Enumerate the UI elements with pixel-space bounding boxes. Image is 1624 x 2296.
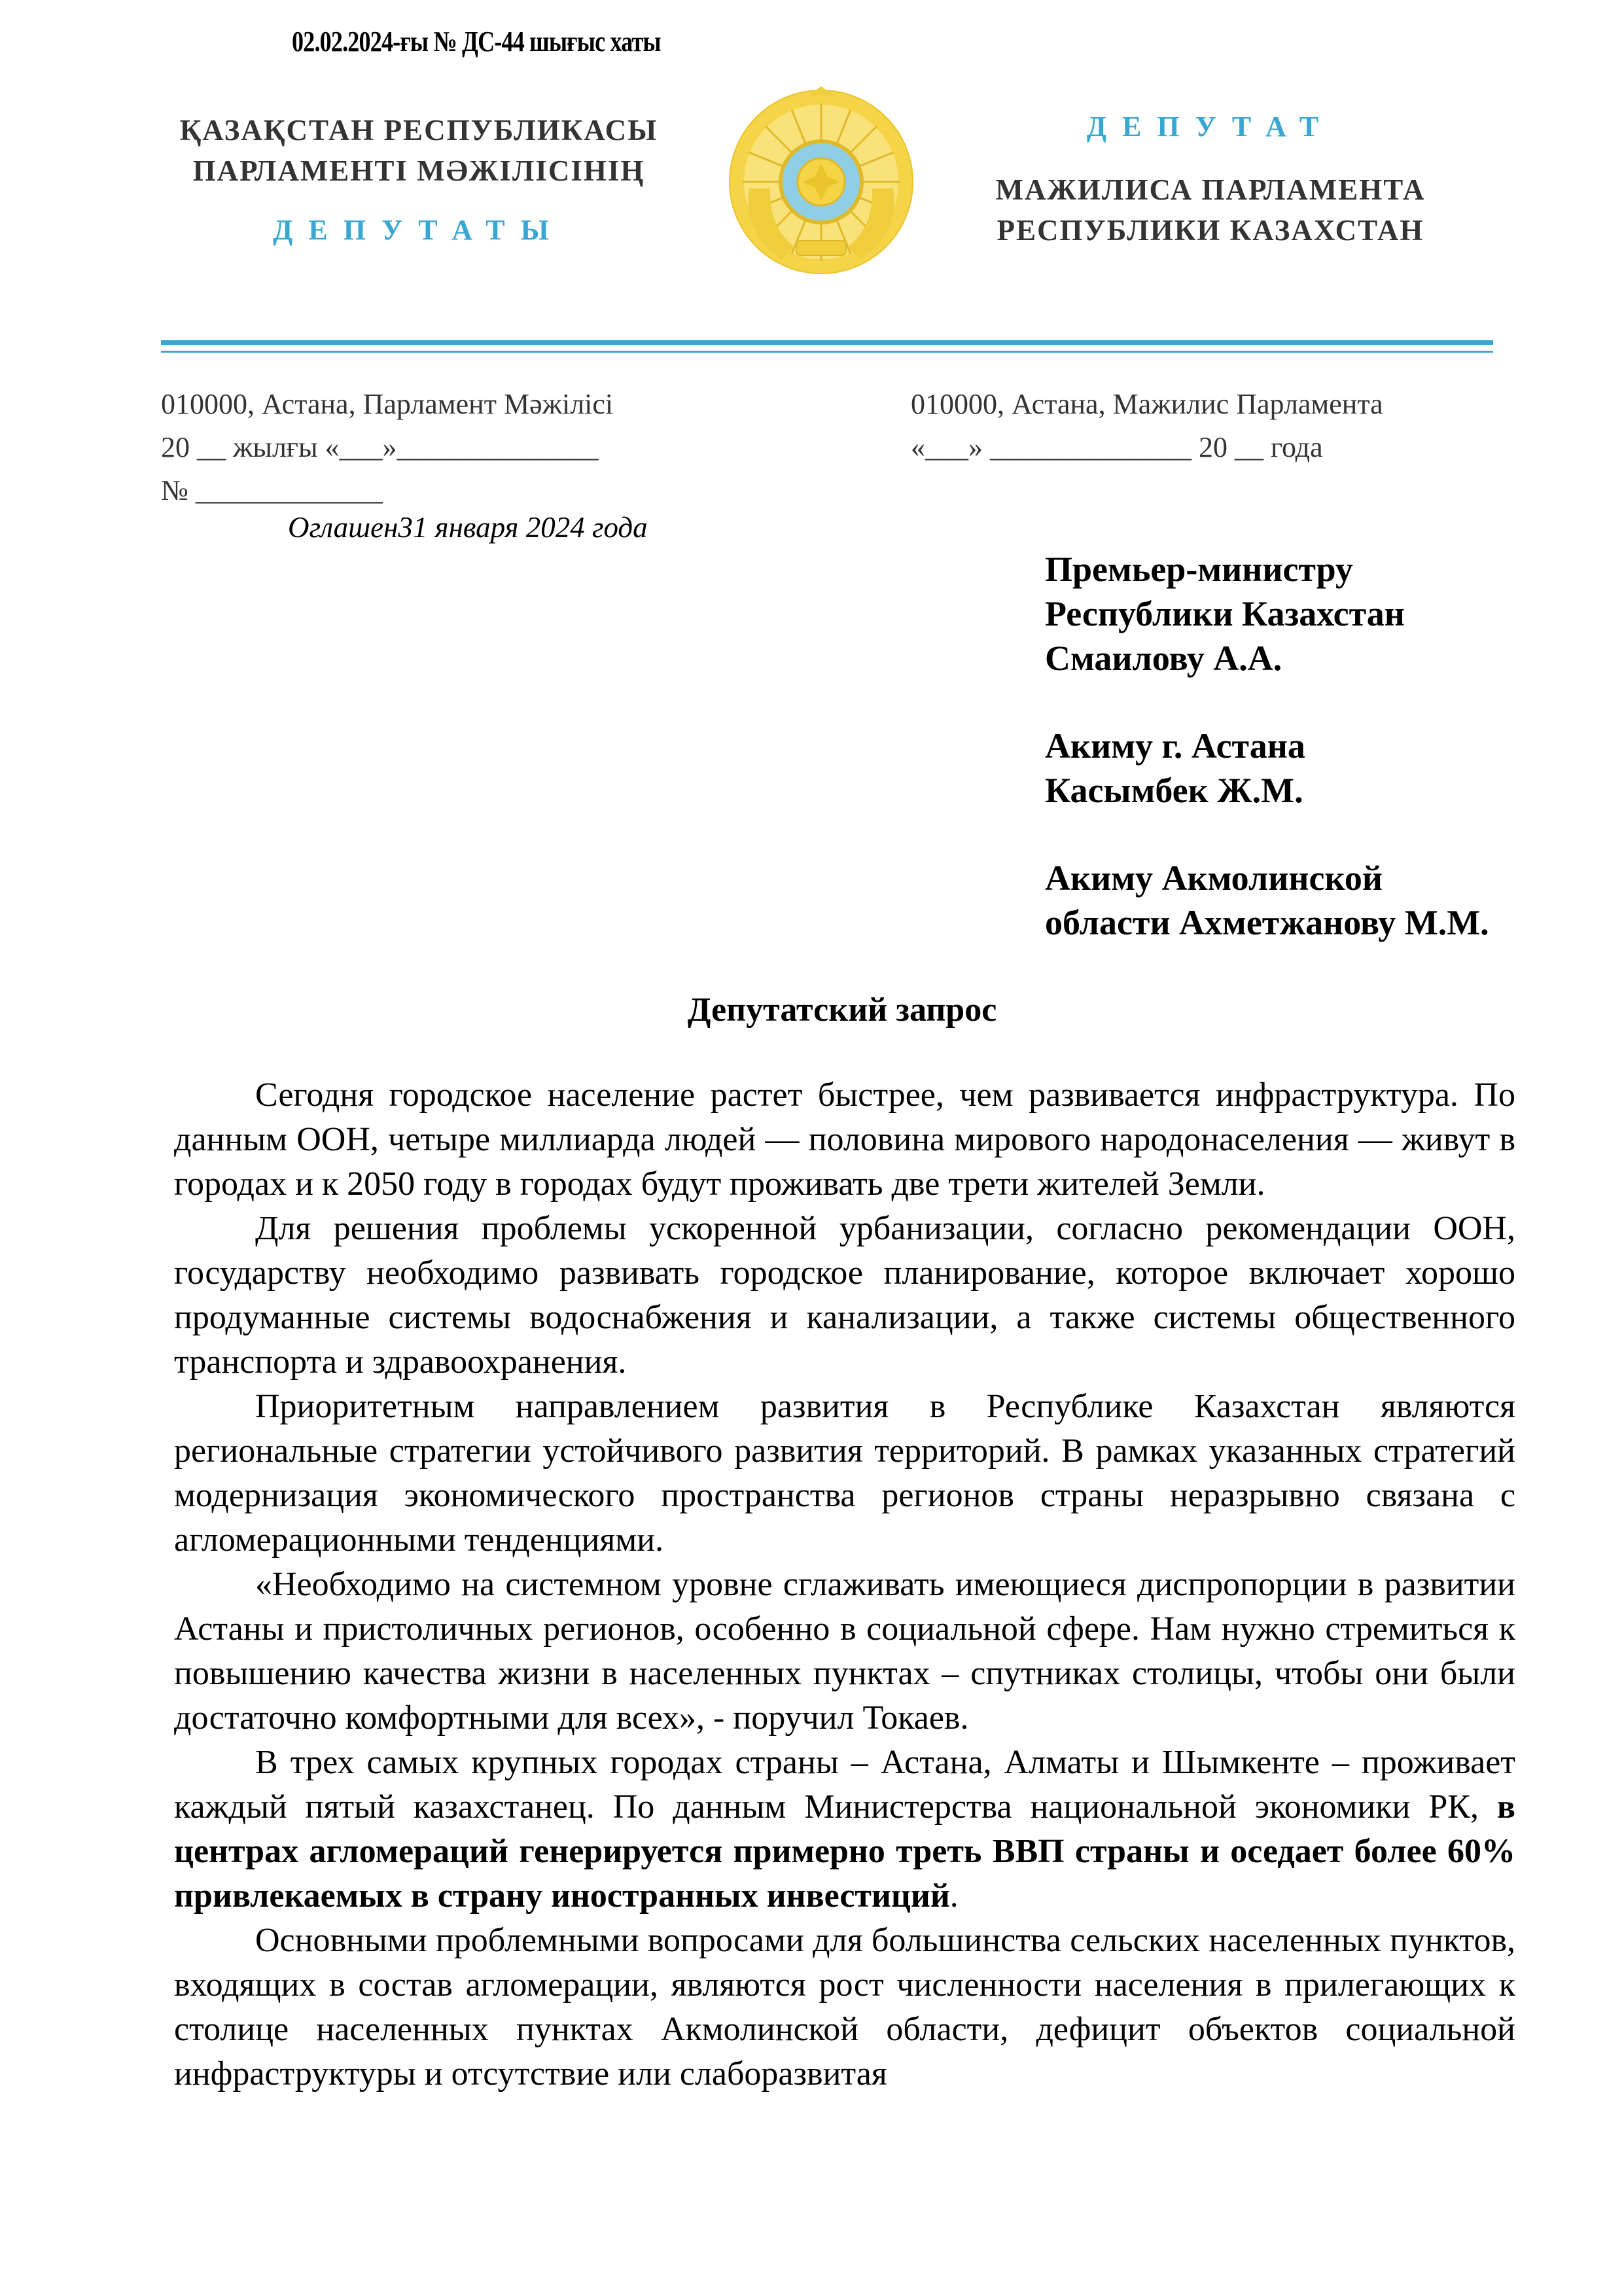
address-right-line1: 010000, Астана, Мажилис Парламента xyxy=(911,388,1383,420)
recipient-prime-minister xyxy=(1045,547,1489,680)
header-left-line1: ҚАЗАҚСТАН РЕСПУБЛИКАСЫ xyxy=(179,114,658,147)
document-body xyxy=(174,1073,1515,2096)
outgoing-number: 02.02.2024-ғы № ДС-44 шығыс хаты xyxy=(292,26,661,58)
header-divider xyxy=(161,340,1493,345)
recipient-line: Премьер-министру xyxy=(1045,550,1353,589)
recipient-line: Акиму Акмолинской xyxy=(1045,858,1383,898)
header-right-line2: РЕСПУБЛИКИ КАЗАХСТАН xyxy=(997,214,1424,247)
address-right xyxy=(911,383,1383,469)
paragraph-tail: . xyxy=(949,1877,959,1915)
recipient-line: Акиму г. Астана xyxy=(1045,726,1305,766)
recipient-akim-akmola xyxy=(1045,856,1489,945)
address-left-line3: № _____________ xyxy=(161,474,383,506)
document-title: Депутатский запрос xyxy=(687,991,997,1029)
header-right-line1: МАЖИЛИСА ПАРЛАМЕНТА xyxy=(995,173,1426,206)
paragraph: Приоритетным направлением развития в Республике Казахстан являются региональные стратегии устойчивого развития территорий. В рамках указанных стратегий модернизация экономического пространства регионов страны неразрывно связана с агломерационными тенденциями. xyxy=(174,1388,1515,1559)
header-left-title: ДЕПУТАТЫ xyxy=(273,214,565,246)
header-divider-thin xyxy=(161,351,1493,353)
paragraph: Для решения проблемы ускоренной урбанизации, согласно рекомендации ООН, государству необходимо развивать городское планирование, которое включает хорошо продуманные системы водоснабжения и канализации, а также системы общественного транспорта и здравоохранения. xyxy=(174,1210,1515,1381)
paragraph: «Необходимо на системном уровне сглаживать имеющиеся диспропорции в развитии Астаны и пристоличных регионов, особенно в социальной сфере. Нам нужно стремиться к повышению качества жизни в населенных пунктах – спутниках столицы, чтобы они были достаточно комфортными для всех», - поручил Токаев. xyxy=(174,1566,1515,1737)
header-right xyxy=(955,110,1466,251)
recipient-line: области Ахметжанову М.М. xyxy=(1045,903,1489,942)
address-left-line1: 010000, Астана, Парламент Мәжілісі xyxy=(161,388,614,420)
address-left-line2: 20 __ жылғы «___»______________ xyxy=(161,431,599,463)
paragraph xyxy=(174,1740,1515,1918)
paragraph: Основными проблемными вопросами для большинства сельских населенных пунктов, входящих в состав агломерации, являются рост численности населения в прилегающих к столице населенных пунктах Акмолинской области, дефицит объектов социальной инфраструктуры и отсутствие или слаборазвитая xyxy=(174,1922,1515,2093)
address-right-line2: «___» ______________ 20 __ года xyxy=(911,431,1323,463)
recipients-block xyxy=(1045,547,1489,988)
recipient-akim-astana xyxy=(1045,724,1489,813)
paragraph-text: В трех самых крупных городах страны – Астана, Алматы и Шымкенте – проживает каждый пятый казахстанец. По данным Министерства национальной экономики РК, xyxy=(174,1744,1515,1826)
recipient-line: Республики Казахстан xyxy=(1045,594,1405,633)
recipient-line: Касымбек Ж.М. xyxy=(1045,771,1303,810)
paragraph: Сегодня городское население растет быстрее, чем развивается инфраструктура. По данным ООН, четыре миллиарда людей — половина мирового народонаселения — живут в городах и к 2050 году в городах будут проживать две трети жителей Земли. xyxy=(174,1076,1515,1203)
paragraph-emphasis: в центрах агломераций генерируется примерно треть ВВП страны и оседает более 60% привлекаемых в страну иностранных инвестиций xyxy=(174,1788,1515,1915)
header-left xyxy=(157,110,680,247)
address-left xyxy=(161,383,613,512)
recipient-line: Смаилову А.А. xyxy=(1045,639,1282,678)
header-right-title: ДЕПУТАТ xyxy=(1086,111,1335,143)
registration-stamp: Оглашен31 января 2024 года xyxy=(288,511,648,544)
header-left-line2: ПАРЛАМЕНТІ МӘЖІЛІСІНІҢ xyxy=(192,154,645,187)
state-emblem-icon xyxy=(723,84,919,280)
